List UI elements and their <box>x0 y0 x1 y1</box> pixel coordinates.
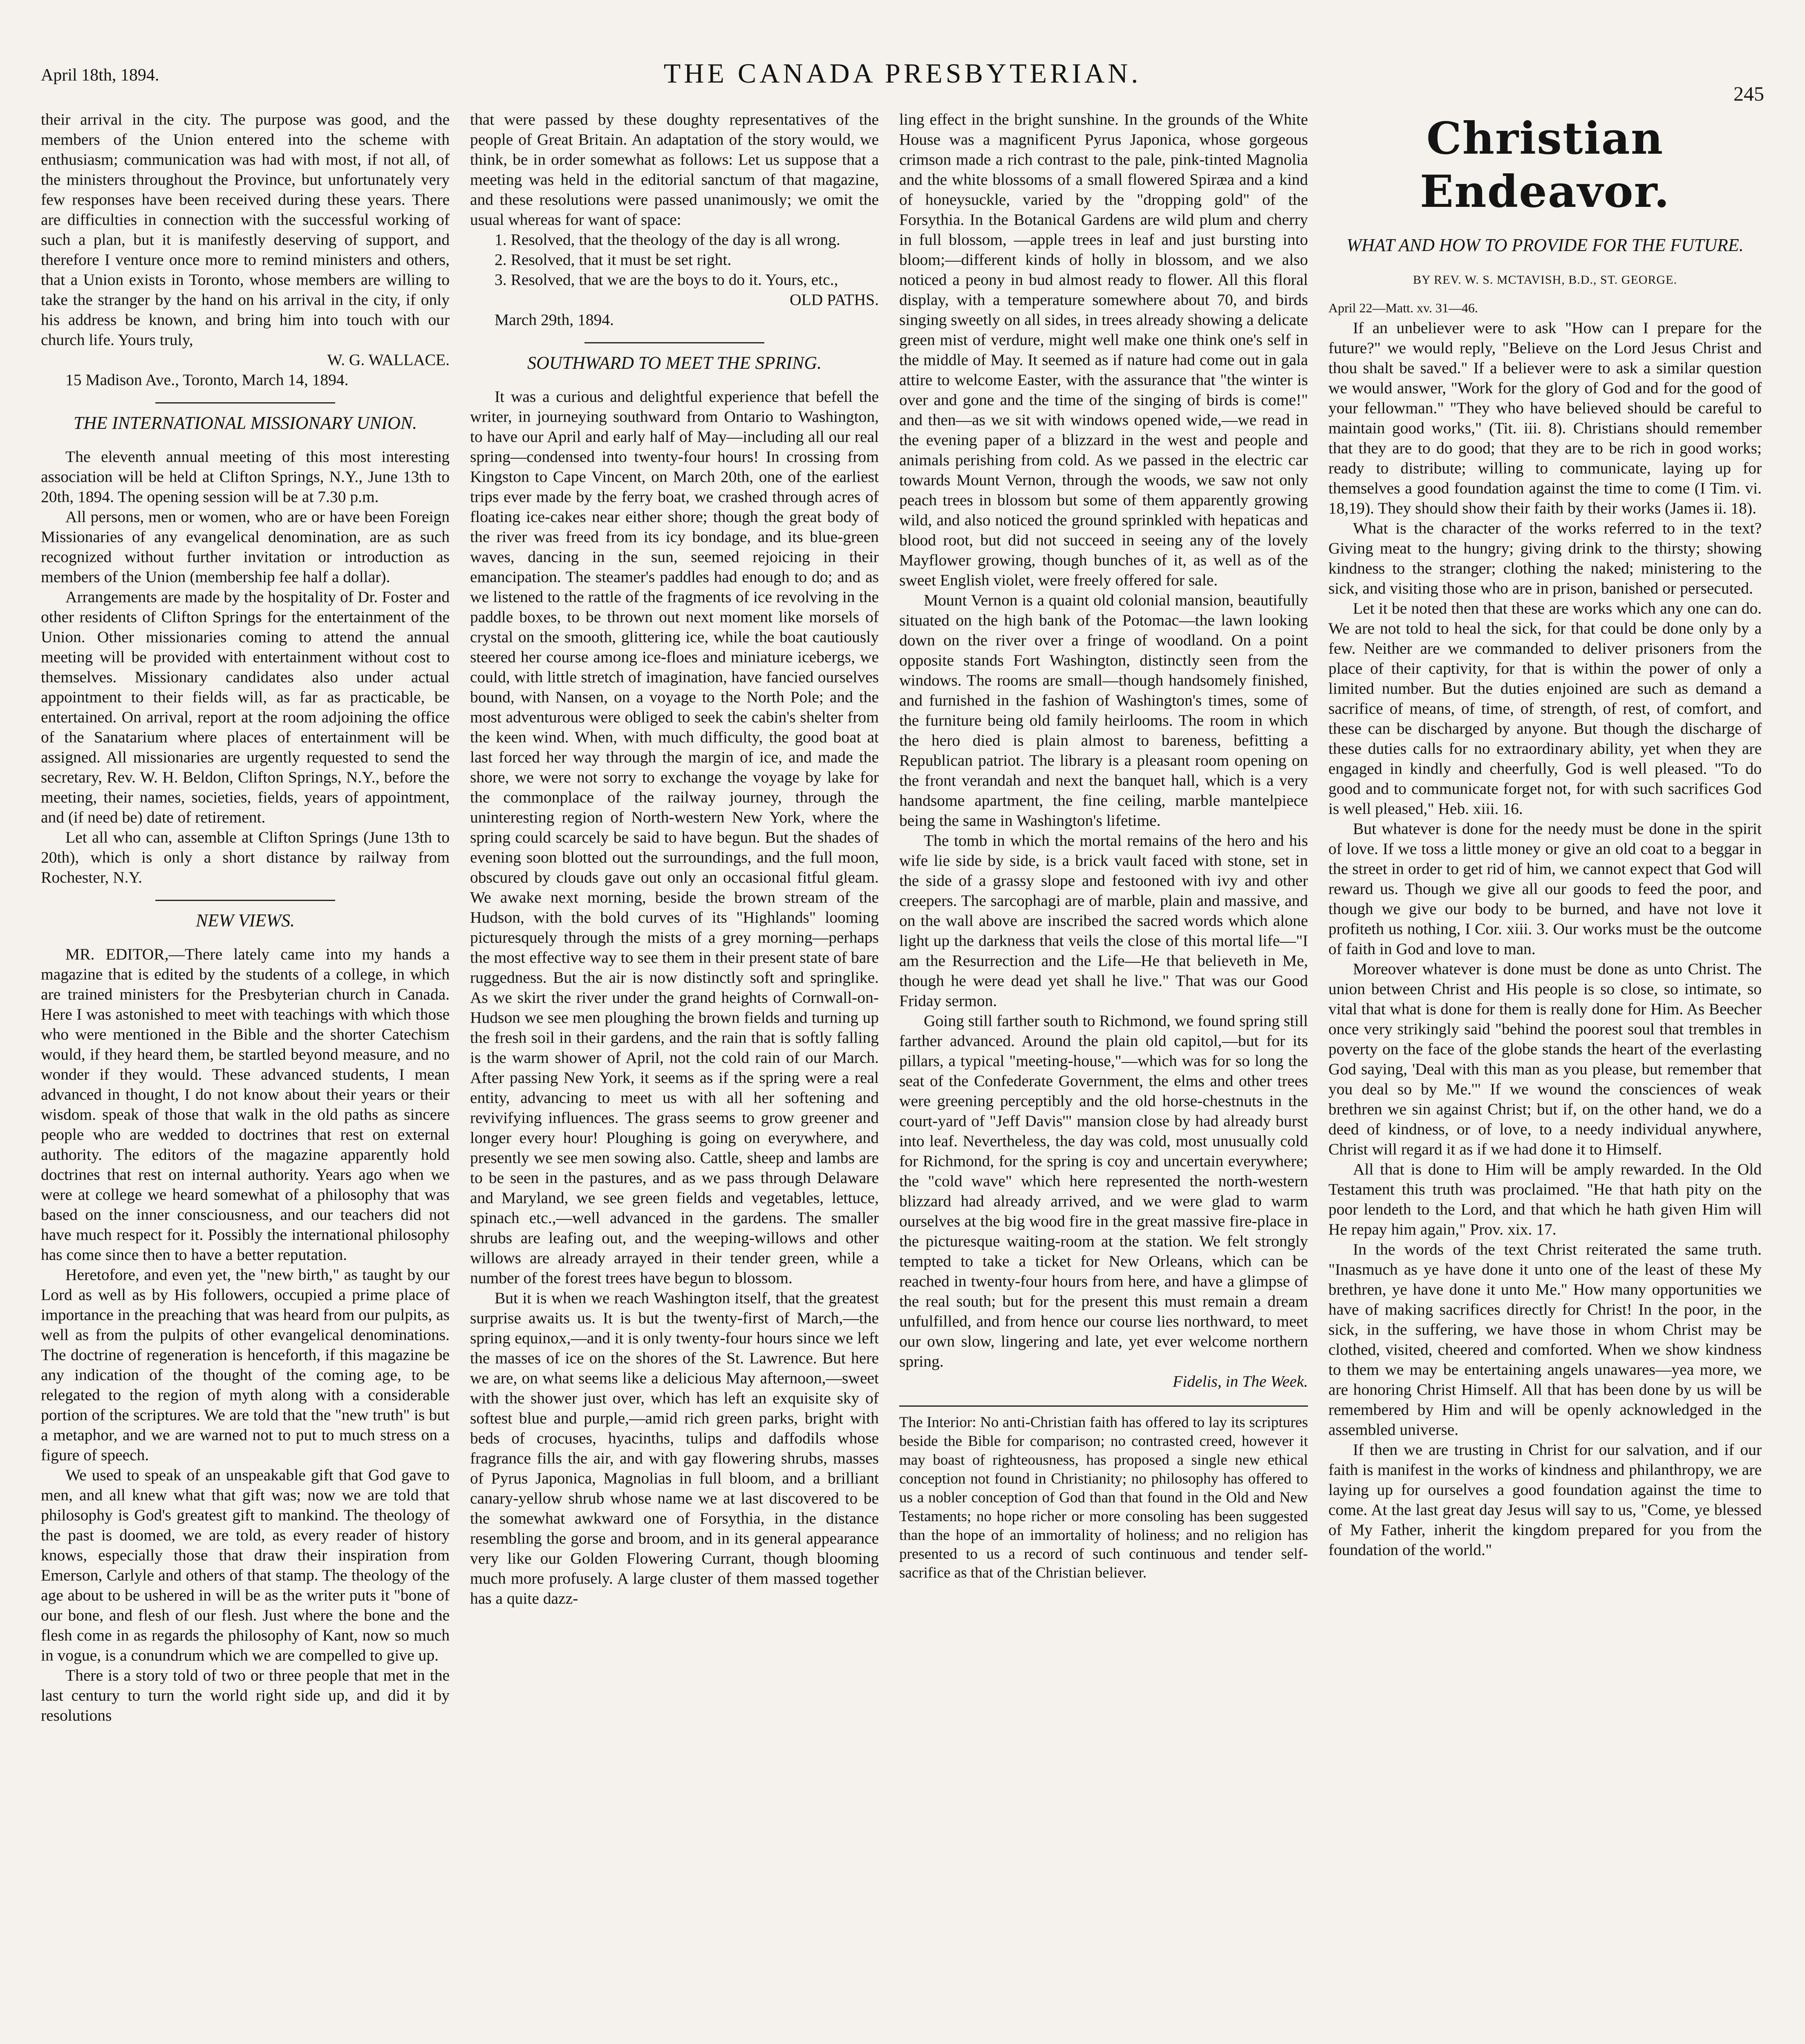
paragraph: MR. EDITOR,—There lately came into my hands a magazine that is edited by the students of a college, in which are trained ministers for the Presbyterian church in Canada. Here I was astonished to meet with teachings with which those who were mentioned in the Bible and the shorter Catechism would, if they heard them, be startled beyond measure, and no wonder if they would. These advanced students, I mean advanced in thought, I do not know about their years or their wisdom. speak of those that walk in the old paths as sincere people who are wedded to doctrines that rest on external authority. The editors of the magazine apparently hold doctrines that rest on internal authority. Years ago when we were at college we heard somewhat of a philosophy that was based on the inner consciousness, and our teachers did not have much respect for it. Possibly the international philosophy has come since then to have a better reputation. <box>41 945 450 1264</box>
letter-signature: OLD PATHS. <box>789 291 879 309</box>
letter-signature: W. G. WALLACE. <box>327 351 450 369</box>
paragraph: If then we are trusting in Christ for our salvation, and if our faith is manifest in the works of kindness and philanthropy, we are laying up for ourselves a good foundation against the time to come. At the last great day Jesus will say to us, "Come, ye blessed of My Father, inherit the kingdom prepared for you from the foundation of the world." <box>1328 1441 1762 1559</box>
issue-date: April 18th, 1894. <box>41 66 159 85</box>
paragraph: Arrangements are made by the hospitality of Dr. Foster and other residents of Clifton Springs for the entertainment of the Union. Other missionaries coming to attend the annual meeting will be provided with entertainment without cost to themselves. Missionary candidates also under actual appointment to their fields will, as far as practicable, be entertained. On arrival, report at the room adjoining the office of the Sanatarium where places of entertainment will be assigned. All missionaries are urgently requested to send the secretary, Rev. W. H. Beldon, Clifton Springs, N.Y., before the meeting, their names, societies, fields, years of appointment, and (if need be) date of retirement. <box>41 588 450 826</box>
page-number: 245 <box>1733 82 1764 105</box>
lesson-reference: April 22—Matt. xv. 31—46. <box>1328 300 1478 315</box>
byline: BY REV. W. S. MCTAVISH, B.D., ST. GEORGE. <box>1413 273 1677 287</box>
divider <box>155 900 335 901</box>
paragraph: Going still farther south to Richmond, we found spring still farther advanced. Around the plain old capitol,—but for its pillars, a typical "meeting-house,"—which was for so long the seat of the Confederate Government, the elms and other trees were greening perceptibly and the old horse-chestnuts in the court-yard of "Jeff Davis'" mansion close by had already burst into leaf. Nevertheless, the day was cold, most unusually cold for Richmond, for the spring is coy and uncertain everywhere; the "cold wave" which here represented the north-western blizzard had already arrived, and we were glad to warm ourselves at the big wood fire in the great massive fire-place in the picturesque waiting-room at the station. We felt strongly tempted to take a ticket for New Orleans, which can be reached in twenty-four hours from here, and have a glimpse of the real south; but for the present this must remain a dream unfulfilled, and from hence our course lies northward, to meet our own slow, lingering and late, yet ever welcome northern spring. <box>899 1012 1308 1370</box>
article-heading-union: THE INTERNATIONAL MISSIONARY UNION. <box>73 413 417 433</box>
resolution: 1. Resolved, that the theology of the day is all wrong. <box>495 231 840 249</box>
column-3 <box>899 110 1308 1582</box>
column-2 <box>470 110 879 1609</box>
paragraph: The tomb in which the mortal remains of the hero and his wife lie side by side, is a brick vault faced with stone, set in the side of a grassy slope and festooned with ivy and other creepers. The sarcophagi are of marble, plain and massive, and on the wall above are inscribed the sacred words which alone light up the darkness that veils the close of this mortal life—"I am the Resurrection and the Life—He that believeth in Me, though he were dead yet shall he live." That was our Good Friday sermon. <box>899 831 1308 1010</box>
paragraph: There is a story told of two or three people that met in the last century to turn the world right side up, and did it by resolutions <box>41 1666 450 1724</box>
interior-quote-box <box>899 1405 1308 1582</box>
article-credit: Fidelis, in The Week. <box>1173 1372 1308 1390</box>
paragraph: All persons, men or women, who are or have been Foreign Missionaries of any evangelical denomination, are as such recognized without further invitation or introduction as members of the Union (membership fee half a dollar). <box>41 508 450 586</box>
paragraph: But whatever is done for the needy must be done in the spirit of love. If we toss a little money or give an old coat to a beggar in the street in order to get rid of him, we cannot expect that God will reward us. Though we give all our goods to feed the poor, and though we give our body to be burned, and have not love it profiteth us nothing, I Cor. xiii. 3. Our works must be the outcome of faith in God and love to man. <box>1328 820 1762 958</box>
paragraph: What is the character of the works referred to in the text? Giving meat to the hungry; giving drink to the thirsty; showing kindness to the stranger; clothing the naked; ministering to the sick, and visiting those who are in prison, banished or persecuted. <box>1328 519 1762 597</box>
paragraph: Let all who can, assemble at Clifton Springs (June 13th to 20th), which is only a short distance by railway from Rochester, N.Y. <box>41 828 450 886</box>
paragraph: But it is when we reach Washington itself, that the greatest surprise awaits us. It is but the twenty-first of March,—the spring equinox,—and it is only twenty-four hours since we left the masses of ice on the shores of the St. Lawrence. But here we are, on what seems like a delicious May afternoon,—sweet with the shower just over, which has left an exquisite sky of softest blue and purple,—amid rich green parks, bright with beds of crocuses, hyacinths, tulips and daffodils whose fragrance fills the air, and with gay flowering shrubs, masses of Pyrus Japonica, Magnolias in full bloom, and a brilliant canary-yellow shrub whose name we at last discovered to be the somewhat awkward one of Forsythia, in the distance resembling the gorse and broom, and in its general appearance very like our Golden Flowering Currant, though blooming much more profusely. A large cluster of them massed together has a quite dazz- <box>470 1289 879 1607</box>
resolution: 2. Resolved, that it must be set right. <box>495 251 732 269</box>
paragraph: Heretofore, and even yet, the "new birth," as taught by our Lord as well as by His followers, occupied a prime place of importance in the preaching that was heard from our pulpits, as well as from the pulpits of other evangelical denominations. The doctrine of regeneration is henceforth, if this magazine be any indication of the thought of the coming age, to be relegated to the region of myth along with a considerable portion of the scriptures. We are told that the "new truth" is but a metaphor, and we are warned not to put to much stress on a figure of speech. <box>41 1266 450 1464</box>
divider <box>155 402 335 403</box>
letter-address: 15 Madison Ave., Toronto, March 14, 1894. <box>65 371 349 389</box>
paragraph: Moreover whatever is done must be done as unto Christ. The union between Christ and His people is so close, so intimate, so vital that what is done for them is really done for Him. As Beecher once very strikingly said "behind the poorest soul that trembles in poverty on the face of the globe stands the heart of the everlasting God saying, 'Deal with this man as you please, but remember that you deal so by Me.'" If we wound the consciences of weak brethren we sin against Christ; but if, on the other hand, we do a deed of kindness, or of love, to a needy individual anywhere, Christ will regard it as if we had done it to Himself. <box>1328 960 1762 1158</box>
newspaper-title: THE CANADA PRESBYTERIAN. <box>663 58 1142 89</box>
article-heading-spring: SOUTHWARD TO MEET THE SPRING. <box>527 353 822 373</box>
paragraph: Let it be noted then that these are works which any one can do. We are not told to heal the sick, for that could be done only by a few. Neither are we commanded to deliver prisoners from the place of their captivity, for that is within the power of only a limited number. But the duties enjoined are such as demand a sacrifice of means, of time, of strength, of rest, of comfort, and these can be discharged by anyone. But though the discharge of these duties calls for no extraordinary ability, yet when they are engaged in kindly and cheerfully, God is well pleased. "To do good and to communicate forget not, for with such sacrifices God is well pleased," Heb. xiii. 16. <box>1328 599 1762 818</box>
paragraph: ling effect in the bright sunshine. In the grounds of the White House was a magnificent Pyrus Japonica, whose gorgeous crimson made a rich contrast to the pale, pink-tinted Magnolia and the white blossoms of a small flowered Spiræa and a kind of honeysuckle, varied by the "dropping gold" of the Forsythia. In the Botanical Gardens are wild plum and cherry in full blossom, —apple trees in leaf and just bursting into bloom;—different kinds of holly in blossom, and we also noticed a peony in bud almost ready to flower. All this floral display, with a temperature somewhere about 70, and birds singing sweetly on all sides, in trees already showing a delicate green mist of verdure, might well make one think one's self in the middle of May. It seemed as if nature had come out in gala attire to welcome Easter, with the assurance that "the winter is over and gone and the time of the singing of birds is come!" and then—as we sit with windows opened wide,—we read in the evening paper of a blizzard in the west and people and animals perishing from cold. As we passed in the electric car towards Mount Vernon, through the woods, we saw not only peach trees in blossom but some of them apparently growing wild, and also noticed the ground sprinkled with hepaticas and blood root, but did not succeed in seeing any of the lovely Mayflower growing, though bunches of it, as well as of the sweet English violet, were freely offered for sale. <box>899 110 1308 589</box>
letter-date: March 29th, 1894. <box>495 311 614 329</box>
masthead <box>0 0 1805 105</box>
quote-text: The Interior: No anti-Christian faith has offered to lay its scriptures beside the Bible for comparison; no contrasted creed, however it may boast of righteousness, has proposed a single new ethical conception not found in Christianity; no philosophy has offered to us a nobler conception of God than that found in the Old and New Testaments; no hope richer or more consoling has been suggested than the hope of an immortality of holiness; and no religion has presented to us a record of such continuous and tender self-sacrifice as that of the Christian believer. <box>899 1414 1308 1581</box>
paragraph: that were passed by these doughty representatives of the people of Great Britain. An adaptation of the story would, we think, be in order somewhat as follows: Let us suppose that a meeting was held in the editorial sanctum of that magazine, and these resolutions were passed unanimously; we omit the usual whereas for want of space: <box>470 110 879 229</box>
column-1 <box>41 110 450 1726</box>
paragraph: It was a curious and delightful experience that befell the writer, in journeying southward from Ontario to Washington, to have our April and early half of May—including all our real spring—condensed into twenty-four hours! In crossing from Kingston to Cape Vincent, on March 20th, one of the earliest trips ever made by the ferry boat, we crashed through acres of floating ice-cakes near either shore; though the great body of the river was freed from its icy bondage, and its blue-green waves, dancing in the sun, seemed rejoicing in their emancipation. The steamer's paddles had enough to do; and as we listened to the rattle of the fragments of ice revolving in the paddle boxes, to be thrown out next moment like morsels of crystal on the smooth, glittering ice, while the boat cautiously steered her course among ice-floes and miniature icebergs, we could, with little stretch of imagination, have fancied ourselves bound, with Nansen, on a voyage to the North Pole; and the most adventurous were obliged to seek the cabin's shelter from the keen wind. When, with much difficulty, the good boat at last forced her way through the margin of ice, and made the shore, we were not sorry to exchange the voyage by lake for the commonplace of the railway journey, through the uninteresting region of North-western New York, where the spring could scarcely be said to have begun. But the shades of evening soon blotted out the surroundings, and the full moon, obscured by clouds gave out only an occasional fitful gleam. We awake next morning, beside the brown stream of the Hudson, with the bold curves of its "Highlands" looming picturesquely through the mists of a grey morning—perhaps the most effective way to see them in their present state of bare ruggedness. But the air is now distinctly soft and springlike. As we skirt the river under the grand heights of Cornwall-on-Hudson we see men ploughing the brown fields and turning up the fresh soil in their gardens, and the rain that is softly falling is the warm shower of April, not the cold rain of our March. After passing New York, it seems as if the spring were a real entity, advancing to meet us with all her softening and revivifying influences. The grass seems to grow greener and longer every hour! Ploughing is going on everywhere, and presently we see men sowing also. Cattle, sheep and lambs are to be seen in the pastures, and as we pass through Delaware and Maryland, we see green fields and vegetables, lettuce, spinach etc.,—well advanced in the gardens. The smaller shrubs are leafing out, and the weeping-willows and other willows are already arrayed in their tender green, while a number of the forest trees have begun to blossom. <box>470 388 879 1287</box>
paragraph: In the words of the text Christ reiterated the same truth. "Inasmuch as ye have done it unto one of the least of these My brethren, ye have done it unto Me." How many opportunities we have of making sacrifices directly for Christ! In the poor, in the sick, in the suffering, we have those in whom Christ may be clothed, visited, cheered and comforted. When we show kindness to them we may be entertaining angels unawares—yea more, we are honoring Christ Himself. All that has been done by us will be remembered by Him and will be openly acknowledged in the assembled universe. <box>1328 1240 1762 1439</box>
article-heading-new-views: NEW VIEWS. <box>196 910 295 930</box>
column-4 <box>1328 110 1762 1560</box>
article-heading-future: WHAT AND HOW TO PROVIDE FOR THE FUTURE. <box>1346 235 1744 255</box>
paragraph: Mount Vernon is a quaint old colonial mansion, beautifully situated on the high bank of the Potomac—the lawn looking down on the river over a fringe of woodland. On a point opposite stands Fort Washington, distinctly seen from the windows. The rooms are small—though handsomely finished, and furnished in the fashion of Washington's times, some of the furniture being old family heirlooms. The room in which the hero died is plain almost to bareness, befitting a Republican patriot. The library is a pleasant room opening on the front verandah and next the banquet hall, which is a very handsome apartment, the fine ceiling, marble mantelpiece being the same in Washington's lifetime. <box>899 591 1308 829</box>
paragraph: The eleventh annual meeting of this most interesting association will be held at Clifton Springs, N.Y., June 13th to 20th, 1894. The opening session will be at 7.30 p.m. <box>41 448 450 506</box>
section-title: Christian Endeavor. <box>1420 113 1671 217</box>
resolution: 3. Resolved, that we are the boys to do it. Yours, etc., <box>495 271 838 289</box>
paragraph: We used to speak of an unspeakable gift that God gave to men, and all knew what that gift was; now we are told that philosophy is God's greatest gift to mankind. The theology of the past is doomed, we are told, as every reader of history knows, especially those that draw their inspiration from Emerson, Carlyle and others of that stamp. The theology of the age about to be ushered in will be as the writer puts it "bone of our bone, and flesh of our flesh. Just where the bone and the flesh come in as regards the philosophy of Kant, now so much in vogue, is a conundrum which we are compelled to give up. <box>41 1466 450 1664</box>
paragraph: All that is done to Him will be amply rewarded. In the Old Testament this truth was proclaimed. "He that hath pity on the poor lendeth to the Lord, and that which he hath given Him will He repay him again," Prov. xix. 17. <box>1328 1160 1762 1238</box>
letter-text: their arrival in the city. The purpose was good, and the members of the Union entered into the scheme with enthusiasm; communication was had with most, if not all, of the ministers throughout the Province, but unfortunately very few responses have been received during these years. There are difficulties in connection with the successful working of such a plan, but it is manifestly deserving of support, and therefore I venture once more to remind ministers and others, that a Union exists in Toronto, whose members are willing to take the stranger by the hand on his arrival in the city, if only his address be known, and bring him into touch with our church life. Yours truly, <box>41 110 450 349</box>
divider <box>584 342 764 343</box>
paragraph: If an unbeliever were to ask "How can I prepare for the future?" we would reply, "Believe on the Lord Jesus Christ and thou shalt be saved." If a believer were to ask a similar question we would answer, "Work for the glory of God and for the good of your fellowman." "They who have believed should be careful to maintain good works," (Tit. iii. 8). Christians should remember that they are to do good; that they are to be rich in good works; ready to distribute; willing to communicate, laying up for themselves a good foundation against the time to come (I Tim. vi. 18,19). They should show their faith by their works (James ii. 18). <box>1328 319 1762 517</box>
